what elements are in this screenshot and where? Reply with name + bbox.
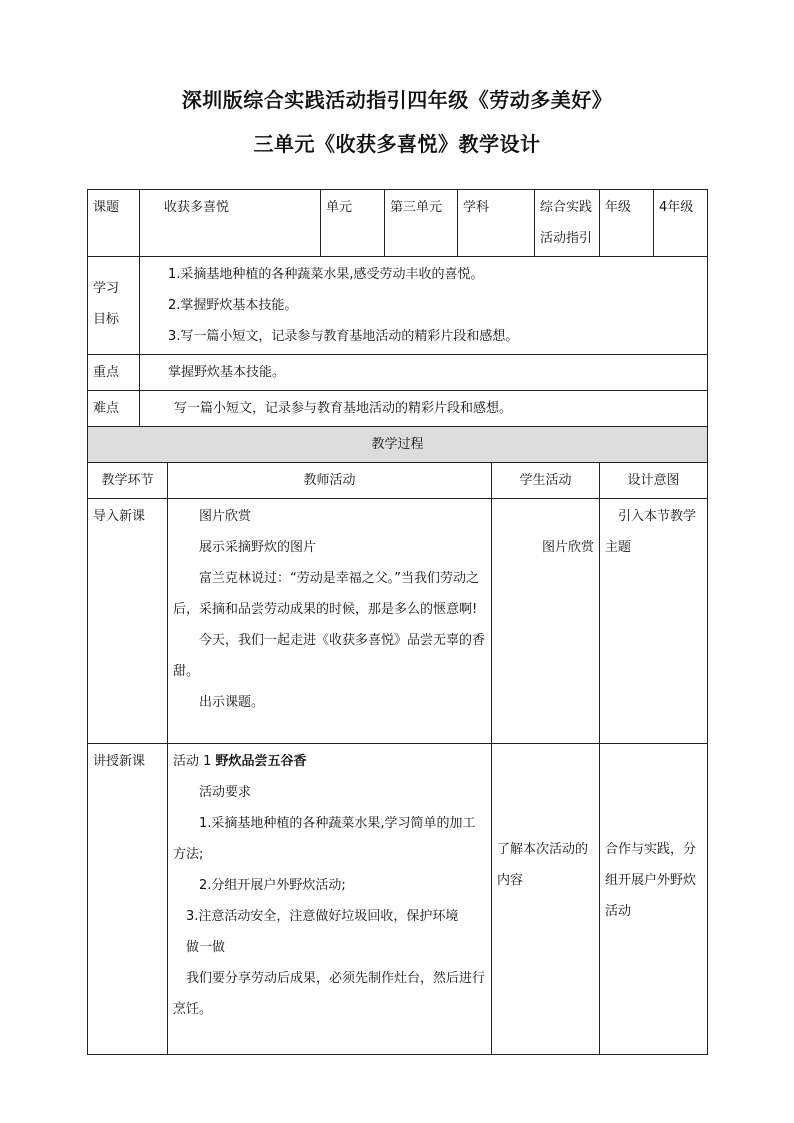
- new-lesson-student: 了解本次活动的内容: [497, 842, 589, 888]
- key-point-value: 掌握野炊基本技能。: [168, 365, 286, 380]
- new-lesson-teacher-line: 2.分组开展户外野炊活动;: [199, 878, 346, 893]
- new-lesson-teacher-line: 1.采摘基地种植的各种蔬菜水果,学习简单的加工方法;: [173, 816, 476, 862]
- header-stage: 教学环节: [101, 473, 154, 488]
- key-point-label: 重点: [93, 365, 120, 380]
- objectives-label-1: 学习: [93, 281, 120, 296]
- unit-value: 第三单元: [390, 200, 443, 215]
- intro-teacher-line: 出示课题。: [199, 695, 265, 710]
- new-lesson-teacher-line: 活动要求: [199, 785, 252, 800]
- intro-teacher-line: 图片欣赏: [199, 509, 252, 524]
- new-lesson-teacher-line: 3.注意活动安全，注意做好垃圾回收，保护环境: [186, 909, 459, 924]
- key-point-row: [88, 355, 708, 391]
- intro-teacher-line: 富兰克林说过：“劳动是幸福之父。”当我们劳动之后，采摘和品尝劳动成果的时候，那是多么的惬意啊!: [173, 571, 479, 617]
- difficulty-row: [88, 391, 708, 427]
- subject-value-line-1: 综合实践: [540, 200, 593, 215]
- activity-prefix: 活动 1: [173, 754, 216, 769]
- activity-heading: [173, 746, 486, 777]
- difficulty-label: 难点: [93, 401, 120, 416]
- objective-item: 2.掌握野炊基本技能。: [168, 298, 298, 313]
- process-header-row: [88, 463, 708, 499]
- grade-label: 年级: [605, 200, 632, 215]
- unit-label: 单元: [326, 200, 353, 215]
- document-title-line-2: 三单元《收获多喜悦》教学设计: [253, 132, 541, 156]
- new-lesson-intent: 合作与实践，分组开展户外野炊活动: [605, 842, 697, 919]
- header-intent: 设计意图: [627, 473, 680, 488]
- new-lesson-teacher-line: 我们要分享劳动后成果，必须先制作灶台，然后进行烹饪。: [173, 971, 486, 1017]
- process-section-title: 教学过程: [371, 437, 424, 452]
- info-row: [88, 190, 708, 257]
- objectives-label-2: 目标: [93, 312, 120, 327]
- lesson-plan-table: [87, 189, 708, 1055]
- intro-student: 图片欣赏: [542, 540, 595, 555]
- intro-row: [88, 499, 708, 744]
- document-title-line-1: 深圳版综合实践活动指引四年级《劳动多美好》: [181, 88, 613, 112]
- activity-title: 野炊品尝五谷香: [215, 754, 307, 769]
- subject-value-line-2: 活动指引: [540, 231, 593, 246]
- difficulty-value: 写一篇小短文，记录参与教育基地活动的精彩片段和感想。: [174, 401, 513, 416]
- header-teacher: 教师活动: [303, 473, 356, 488]
- intro-stage: 导入新课: [93, 509, 146, 524]
- intro-intent: 引入本节教学主题: [605, 509, 697, 555]
- objectives-row: [88, 257, 708, 355]
- intro-teacher-line: 今天，我们一起走进《收获多喜悦》品尝无辜的香甜。: [173, 633, 486, 679]
- new-lesson-stage: 讲授新课: [93, 754, 146, 769]
- topic-value: 收获多喜悦: [164, 200, 230, 215]
- grade-value: 4年级: [659, 200, 694, 215]
- header-student: 学生活动: [519, 473, 572, 488]
- topic-label: 课题: [93, 200, 120, 215]
- intro-teacher-line: 展示采摘野炊的图片: [199, 540, 317, 555]
- process-section-row: [88, 427, 708, 463]
- objective-item: 1.采摘基地种植的各种蔬菜水果,感受劳动丰收的喜悦。: [168, 267, 484, 282]
- subject-label: 学科: [463, 200, 490, 215]
- objective-item: 3.写一篇小短文，记录参与教育基地活动的精彩片段和感想。: [168, 329, 519, 344]
- new-lesson-teacher-line: 做一做: [186, 940, 226, 955]
- new-lesson-row: [88, 744, 708, 1055]
